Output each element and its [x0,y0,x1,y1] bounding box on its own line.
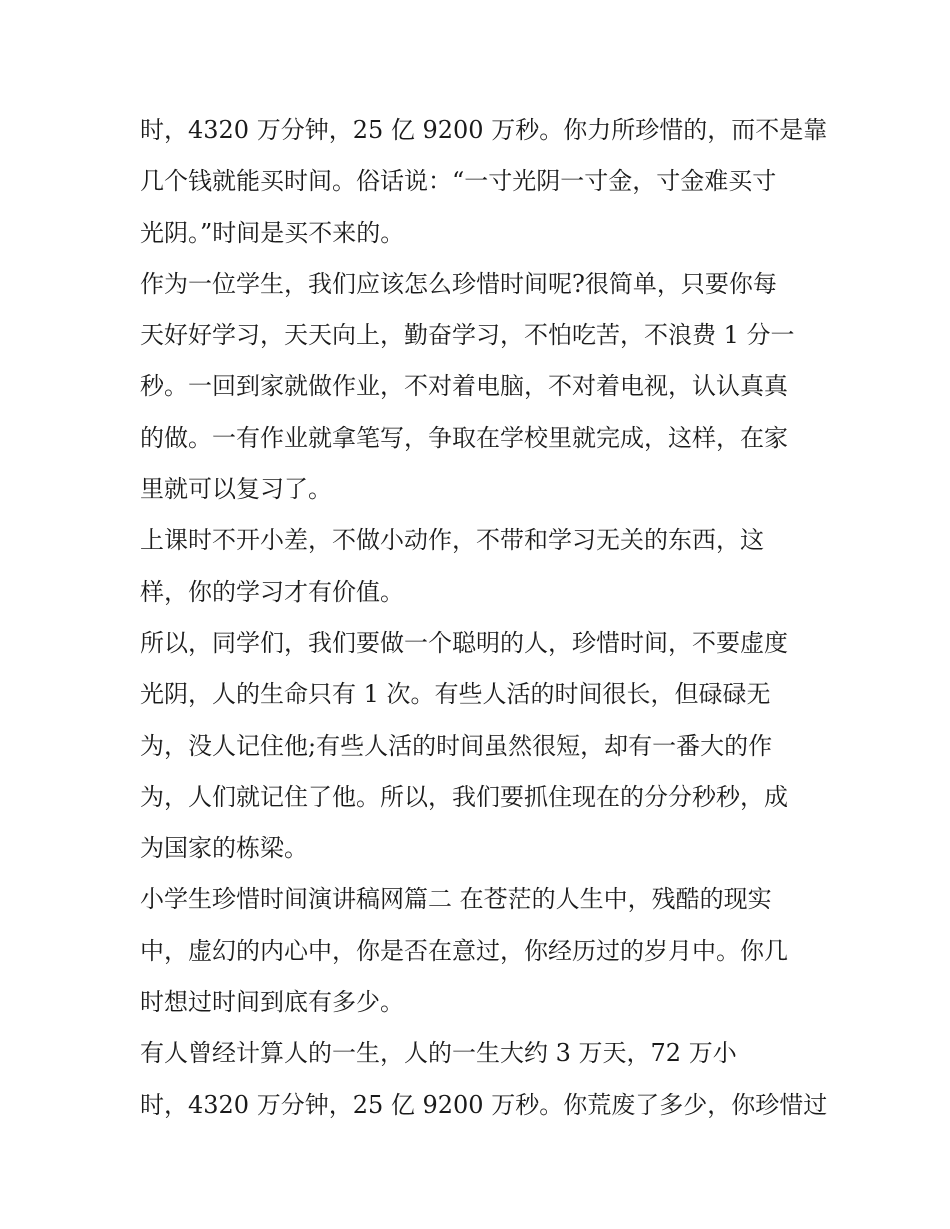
text-line: 时，4320 万分钟，25 亿 9200 万秒。你荒废了多少，你珍惜过 [140,1090,828,1119]
text-line: 为，没人记住他;有些人活的时间虽然很短，却有一番大的作 [140,731,773,760]
text-line: 为国家的栋梁。 [140,834,308,863]
text-line: 上课时不开小差，不做小动作，不带和学习无关的东西，这 [140,526,764,555]
text-line: 天好好学习，天天向上，勤奋学习，不怕吃苦，不浪费 1 分一 [140,321,795,350]
text-line: 里就可以复习了。 [140,475,332,504]
text-line: 有人曾经计算人的一生，人的一生大约 3 万天，72 万小 [140,1039,737,1068]
text-line: 光阴，人的生命只有 1 次。有些人活的时间很长，但碌碌无 [140,680,771,709]
text-line: 光阴。”时间是买不来的。 [140,218,405,247]
text-line: 小学生珍惜时间演讲稿网篇二 在苍茫的人生中，残酷的现实 [140,885,772,914]
text-line: 为，人们就记住了他。所以，我们要抓住现在的分分秒秒，成 [140,782,788,811]
document-body [140,105,830,1131]
text-line: 所以，同学们，我们要做一个聪明的人，珍惜时间，不要虚度 [140,628,788,657]
text-line: 秒。一回到家就做作业，不对着电脑，不对着电视，认认真真 [140,372,788,401]
text-line: 几个钱就能买时间。俗话说：“一寸光阴一寸金，寸金难买寸 [140,167,777,196]
text-line: 时想过时间到底有多少。 [140,988,404,1017]
text-line: 时，4320 万分钟，25 亿 9200 万秒。你力所珍惜的，而不是靠 [140,116,828,144]
text-line: 作为一位学生，我们应该怎么珍惜时间呢?很简单，只要你每 [140,269,777,298]
text-line: 中，虚幻的内心中，你是否在意过，你经历过的岁月中。你几 [140,936,788,965]
text-line: 的做。一有作业就拿笔写，争取在学校里就完成，这样，在家 [140,423,788,452]
text-line: 样，你的学习才有价值。 [140,577,404,606]
